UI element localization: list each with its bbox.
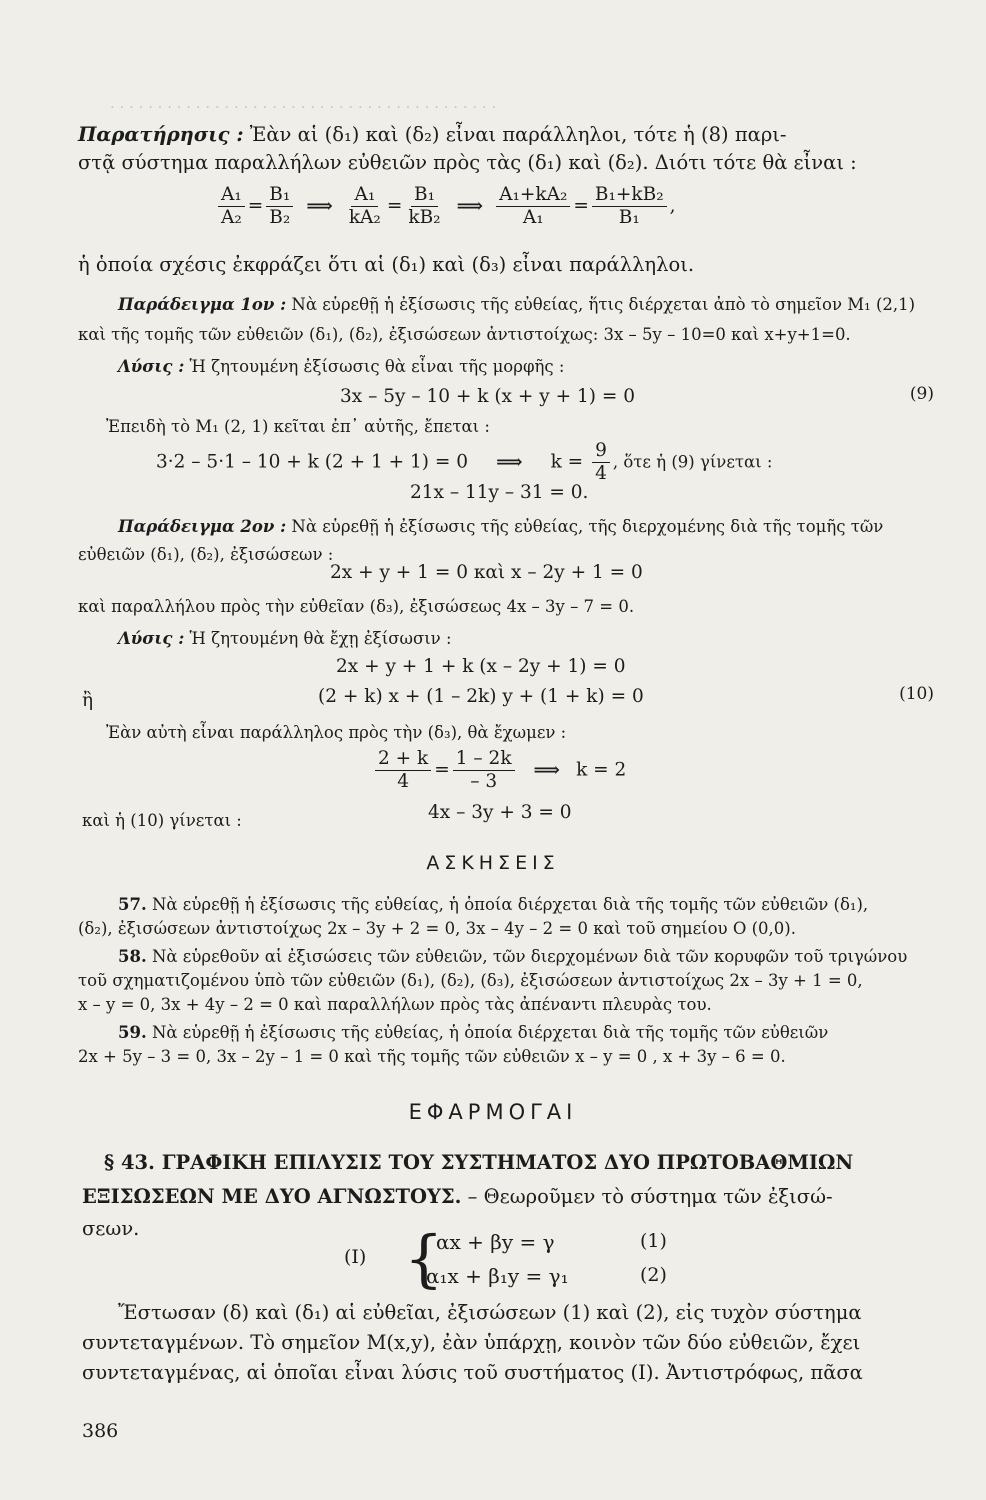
system-brace: { xyxy=(404,1222,444,1295)
equation-tag-9: (9) xyxy=(909,384,934,404)
example2-line-4: Ἐὰν αὐτὴ εἶναι παράλληλος πρὸς τὴν (δ₃), θὰ ἔχωμεν : xyxy=(106,723,567,742)
bleed-through-text: · · · · · · · · · · · · · · · · · · · · · · · · · · · · · · · · · · · · · · · · · xyxy=(110,98,497,116)
example1-label: Παράδειγμα 1ον : xyxy=(118,295,287,314)
remark-label: Παρατήρησις : xyxy=(78,123,244,146)
example2-label: Παράδειγμα 2ον : xyxy=(118,517,287,536)
example2-line-2: εὐθειῶν (δ₁), (δ₂), ἐξισώσεων : xyxy=(78,545,334,564)
example2-equations: 2x + y + 1 = 0 καὶ x – 2y + 1 = 0 xyxy=(330,562,643,583)
example2-line-1: Παράδειγμα 2ον : Νὰ εὑρεθῇ ἡ ἐξίσωσις τῆς εὐθείας, τῆς διερχομένης διὰ τῆς τομῆς τῶν xyxy=(118,517,884,536)
example1-substitution: 3·2 – 5·1 – 10 + k (2 + 1 + 1) = 0 ⟹ k = $\frac{9}{4}$ , ὅτε ἡ (9) γίνεται : xyxy=(156,440,773,484)
exercise-59-line-1: 59. Νὰ εὑρεθῇ ἡ ἐξίσωσις τῆς εὐθείας, ἡ ὁποία διέρχεται διὰ τῆς τομῆς τῶν εὐθειῶν xyxy=(118,1023,829,1042)
section-43-line-3: σεων. xyxy=(82,1217,140,1240)
equation-9: 3x – 5y – 10 + k (x + y + 1) = 0 xyxy=(340,386,635,407)
fraction: $\frac{9}{4}$ xyxy=(592,440,610,485)
fraction: $\frac{\text{B₁+kB₂}}{\text{B₁}}$ xyxy=(592,184,667,229)
example1-line-1: Παράδειγμα 1ον : Νὰ εὑρεθῇ ἡ ἐξίσωσις τῆς εὐθείας, ἥτις διέρχεται ἀπὸ τὸ σημεῖον M₁ (2,1) xyxy=(118,295,916,314)
exercise-58-line-2: τοῦ σχηματιζομένου ὑπὸ τῶν εὐθειῶν (δ₁), (δ₂), (δ₃), ἐξισώσεων ἀντιστοίχως 2x – 3y + 1 = 0, xyxy=(78,971,863,990)
example1-result: 21x – 11y – 31 = 0. xyxy=(410,482,589,503)
remark-fraction-equation: $\frac{\text{A₁}}{\text{A₂}}$ = $\frac{\text{B₁}}{\text{B₂}}$ ⟹ $\frac{\text{A₁}}{\text{kA₂}}$ = $\frac{\text{B₁}}{\text{kB₂}}$ ⟹ $\frac{\text{A₁+kA₂}}{\text{A₁}}$ = $\frac{\text{B₁+kB₂}}{\text{B₁}}$ , xyxy=(215,184,676,229)
exercise-58-line-3: x – y = 0, 3x + 4y – 2 = 0 καὶ παραλλήλων πρὸς τὰς ἀπέναντι πλευρὰς του. xyxy=(78,995,712,1014)
remark-line-3: ἡ ὁποία σχέσις ἐκφράζει ὅτι αἱ (δ₁) καὶ (δ₃) εἶναι παράλληλοι. xyxy=(78,253,695,276)
paragraph-line-2: συντεταγμένων. Τὸ σημεῖον M(x,y), ἐὰν ὑπάρχῃ, κοινὸν τῶν δύο εὐθειῶν, ἔχει xyxy=(82,1331,861,1354)
system-equation-2: α₁x + β₁y = γ₁ xyxy=(426,1264,569,1288)
exercise-57-line-2: (δ₂), ἐξισώσεων ἀντιστοίχως 2x – 3y + 2 = 0, 3x – 4y – 2 = 0 καὶ τοῦ σημείου O (0,0). xyxy=(78,919,796,938)
fraction: $\frac{\text{A₁}}{\text{kA₂}}$ xyxy=(348,184,381,228)
example2-solution: Λύσις : Ἡ ζητουμένη θὰ ἔχῃ ἐξίσωσιν : xyxy=(118,629,452,648)
system-equation-1: αx + βy = γ xyxy=(436,1230,555,1254)
page-number: 386 xyxy=(82,1420,119,1442)
example1-line-3: Ἐπειδὴ τὸ M₁ (2, 1) κεῖται ἐπ᾽ αὐτῆς, ἔπεται : xyxy=(106,417,490,436)
paragraph-line-1: Ἔστωσαν (δ) καὶ (δ₁) αἱ εὐθεῖαι, ἐξισώσεων (1) καὶ (2), εἰς τυχὸν σύστημα xyxy=(118,1301,862,1324)
fraction: $\frac{\text{A₁}}{\text{A₂}}$ xyxy=(218,184,245,229)
fraction: $\frac{1 - 2k}{- 3}$ xyxy=(453,748,515,793)
fraction: $\frac{\text{B₁}}{\text{B₂}}$ xyxy=(266,184,293,229)
example2-or: ἢ xyxy=(82,690,94,711)
system-tag-2: (2) xyxy=(640,1264,667,1286)
example1-line-2: καὶ τῆς τομῆς τῶν εὐθειῶν (δ₁), (δ₂), ἐξισώσεων ἀντιστοίχως: 3x – 5y – 10=0 καὶ x+y+1=0. xyxy=(78,325,851,344)
exercise-57-line-1: 57. Νὰ εὑρεθῇ ἡ ἐξίσωσις τῆς εὐθείας, ἡ ὁποία διέρχεται διὰ τῆς τομῆς τῶν εὐθειῶν (δ₁), xyxy=(118,895,869,914)
exercise-59-line-2: 2x + 5y – 3 = 0, 3x – 2y – 1 = 0 καὶ τῆς τομῆς τῶν εὐθειῶν x – y = 0 , x + 3y – 6 = 0. xyxy=(78,1047,786,1066)
equation-tag-10: (10) xyxy=(899,684,934,704)
remark-line-2: στᾷ σύστημα παραλλήλων εὐθειῶν πρὸς τὰς (δ₁) καὶ (δ₂). Διότι τότε θὰ εἶναι : xyxy=(78,151,857,174)
remark-line-1 xyxy=(78,122,940,148)
fraction: $\frac{2 + k}{4}$ xyxy=(375,748,431,793)
fraction: $\frac{\text{A₁+kA₂}}{\text{A₁}}$ xyxy=(496,184,570,229)
fraction: $\frac{\text{B₁}}{\text{kB₂}}$ xyxy=(408,184,441,228)
example2-equation-general: 2x + y + 1 + k (x – 2y + 1) = 0 xyxy=(336,656,626,677)
example2-result: 4x – 3y + 3 = 0 xyxy=(428,802,572,823)
example2-line-3: καὶ παραλλήλου πρὸς τὴν εὐθεῖαν (δ₃), ἐξισώσεως 4x – 3y – 7 = 0. xyxy=(78,597,635,616)
exercise-58-line-1: 58. Νὰ εὑρεθοῦν αἱ ἐξισώσεις τῶν εὐθειῶν, τῶν διερχομένων διὰ τῶν κορυφῶν τοῦ τριγώνου xyxy=(118,947,908,966)
section-43-title-line-2: ΕΞΙΣΩΣΕΩΝ ΜΕ ΔΥΟ ΑΓΝΩΣΤΟΥΣ. – Θεωροῦμεν τὸ σύστημα τῶν ἐξισώ- xyxy=(82,1185,833,1208)
example2-line-5: καὶ ἡ (10) γίνεται : xyxy=(82,811,242,830)
exercises-heading: ΑΣΚΗΣΕΙΣ xyxy=(426,852,560,874)
remark-text-1: Ἐὰν αἱ (δ₁) καὶ (δ₂) εἶναι παράλληλοι, τότε ἡ (8) παρι- xyxy=(243,123,787,146)
example2-parallel-condition: $\frac{2 + k}{4}$ = $\frac{1 - 2k}{- 3}$ ⟹ k = 2 xyxy=(372,748,626,793)
system-tag-1: (1) xyxy=(640,1230,667,1252)
example1-solution: Λύσις : Ἡ ζητουμένη ἐξίσωσις θὰ εἶναι τῆς μορφῆς : xyxy=(118,357,565,376)
section-43-title-line-1: § 43. ΓΡΑΦΙΚΗ ΕΠΙΛΥΣΙΣ ΤΟΥ ΣΥΣΤΗΜΑΤΟΣ ΔΥΟ ΠΡΩΤΟΒΑΘΜΙΩΝ xyxy=(104,1151,854,1174)
implies-arrow: ⟹ xyxy=(456,195,484,217)
system-label: (I) xyxy=(344,1246,367,1268)
equation-10: (2 + k) x + (1 – 2k) y + (1 + k) = 0 xyxy=(318,686,644,707)
paragraph-line-3: συντεταγμένας, αἱ ὁποῖαι εἶναι λύσις τοῦ συστήματος (I). Ἀντιστρόφως, πᾶσα xyxy=(82,1361,863,1384)
implies-arrow: ⟹ xyxy=(306,195,333,217)
applications-heading: ΕΦΑΡΜΟΓΑΙ xyxy=(408,1100,578,1124)
